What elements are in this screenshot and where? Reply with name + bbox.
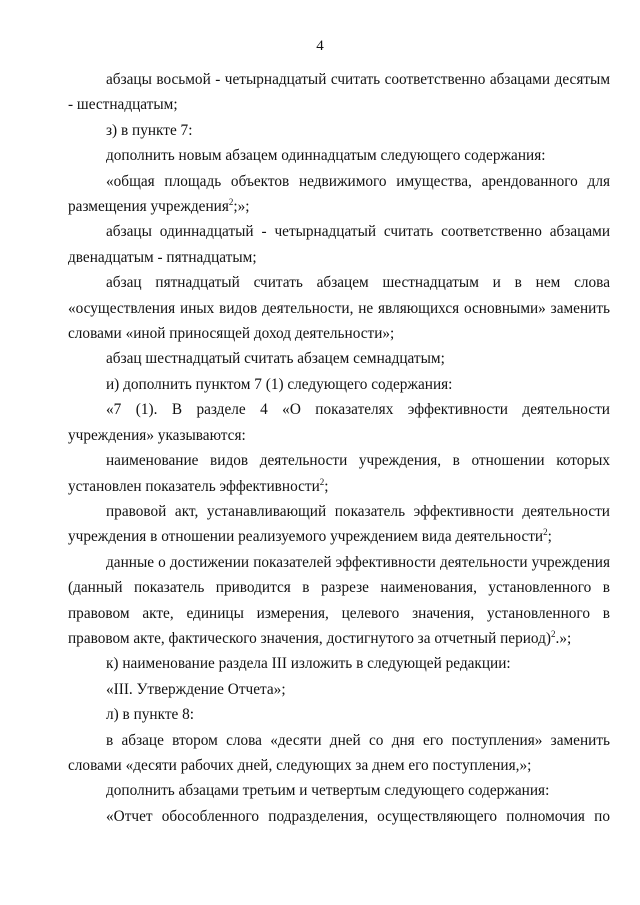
paragraph: абзацы восьмой - четырнадцатый считать соответственно абзацами десятым - шестнадцатым; xyxy=(68,71,610,114)
paragraph: абзацы одиннадцатый - четырнадцатый считать соответственно абзацами двенадцатым - пятнадцатым; xyxy=(68,223,610,266)
paragraph: правовой акт, устанавливающий показатель эффективности деятельности учреждения в отношении реализуемого учреждением вида деятельности$^2$; xyxy=(68,502,610,546)
footnote-ref: 2 xyxy=(228,197,234,208)
footnote-ref: 2 xyxy=(551,628,556,639)
paragraph: «7 (1). В разделе 4 «О показателях эффективности деятельности учреждения» указываются: xyxy=(68,401,610,444)
paragraph: и) дополнить пунктом 7 (1) следующего содержания: xyxy=(106,375,453,393)
paragraph: данные о достижении показателей эффективности деятельности учреждения (данный показатель приводится в разрезе наименования, установленного в правовом акте, единицы измерения, целевого значения, установленного в правовом акте, фактического значения, достигнутого за отчетный период)$^2$.»; xyxy=(68,553,610,647)
paragraph: «общая площадь объектов недвижимого имущества, арендованного для размещения учреждения$^2$;»; xyxy=(68,172,610,216)
footnote-ref: 2 xyxy=(543,527,548,538)
paragraph: «Отчет обособленного подразделения, осуществляющего полномочия по xyxy=(106,807,610,825)
paragraph: «III. Утверждение Отчета»; xyxy=(106,680,286,698)
paragraph: наименование видов деятельности учреждения, в отношении которых установлен показатель эффективности$^2$; xyxy=(68,452,610,495)
paragraph: дополнить абзацами третьим и четвертым следующего содержания: xyxy=(106,782,550,800)
paragraph: з) в пункте 7: xyxy=(106,121,193,139)
page-number: 4 xyxy=(316,38,324,54)
paragraph: абзац шестнадцатый считать абзацем семнадцатым; xyxy=(106,350,445,368)
footnote-ref: 2 xyxy=(319,476,325,487)
paragraph: в абзаце втором слова «десяти дней со дня его поступления» заменить словами «десяти рабочих дней, следующих за днем его поступления,»; xyxy=(68,731,610,774)
paragraph: л) в пункте 8: xyxy=(106,706,195,724)
paragraph: к) наименование раздела III изложить в следующей редакции: xyxy=(106,655,511,673)
paragraph: дополнить новым абзацем одиннадцатым следующего содержания: xyxy=(106,147,546,165)
document-body xyxy=(68,67,610,829)
paragraph: абзац пятнадцатый считать абзацем шестнадцатым и в нем слова «осуществления иных видов деятельности, не являющихся основными» заменить словами «иной приносящей доход деятельности»; xyxy=(68,274,610,343)
